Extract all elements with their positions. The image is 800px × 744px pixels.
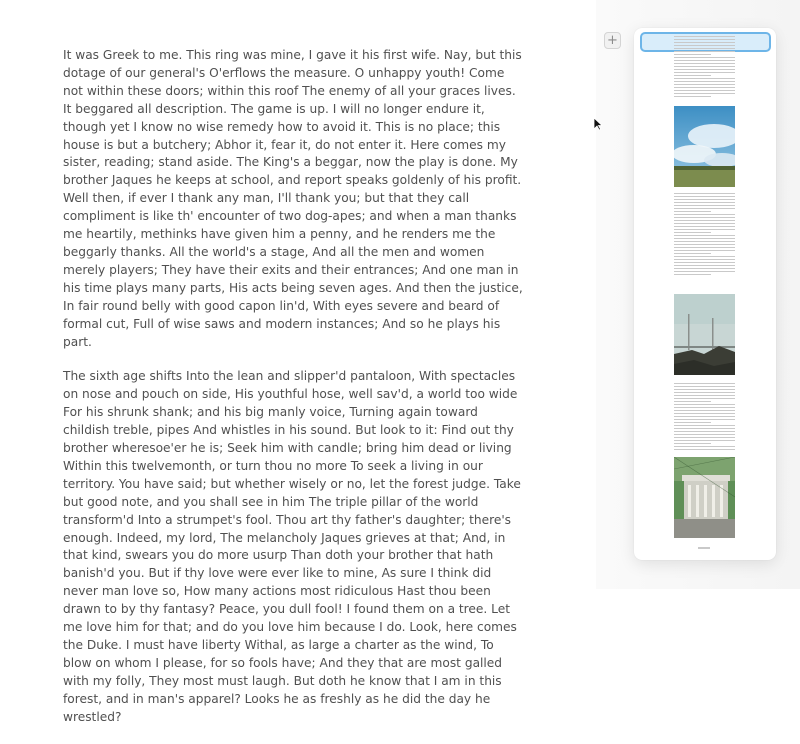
- minimap-text-line: [674, 268, 735, 269]
- minimap-text-line: [674, 90, 735, 91]
- minimap-text-line: [674, 196, 735, 197]
- minimap-text-line: [674, 81, 735, 82]
- minimap-text-line: [674, 214, 735, 215]
- minimap-text-line: [674, 425, 735, 426]
- minimap-text-line: [674, 440, 735, 441]
- minimap-text-line: [674, 39, 735, 40]
- minimap-text-line: [674, 235, 735, 236]
- minimap-text-line: [674, 36, 735, 37]
- minimap-text-line: [674, 205, 735, 206]
- minimap-text-line: [674, 383, 735, 384]
- minimap-text-line: [674, 395, 735, 396]
- minimap-text-line: [674, 271, 735, 272]
- add-button[interactable]: [604, 32, 621, 49]
- article-content: [63, 47, 525, 744]
- minimap-text-line: [674, 226, 735, 227]
- minimap-text-line: [674, 274, 711, 275]
- minimap-text-line: [674, 223, 735, 224]
- minimap-text-line: [674, 431, 735, 432]
- minimap-text-line: [674, 208, 735, 209]
- minimap-text-line: [674, 78, 735, 79]
- minimap-text-line: [674, 398, 735, 399]
- minimap-text-line: [674, 449, 735, 450]
- minimap-text-line: [674, 66, 735, 67]
- sky-clouds-field-thumbnail: [674, 106, 735, 187]
- minimap-text-line: [674, 60, 735, 61]
- minimap[interactable]: [634, 28, 776, 560]
- minimap-text-line: [674, 238, 735, 239]
- minimap-text-line: [674, 72, 735, 73]
- minimap-text-line: [674, 42, 735, 43]
- article-paragraph-1: It was Greek to me. This ring was mine, I gave it his first wife. Nay, but this dotage of our general's O'erflows the measure. O unhappy youth! Come not within these doors; within this roof The enemy of all your graces lives. It beggared all description. The game is up. I will no longer endure it, though yet I know no wise remedy how to avoid it. This is no place; this house is but a butchery; Abhor it, fear it, do not enter it. Here comes my sister, reading; stand aside. The King's a beggar, now the play is done. My brother Jaques he keeps at school, and report speaks goldenly of his profit. Well then, if ever I thank any man, I'll thank you; but that they call compliment is like th' encounter of two dog-apes; and when a man thanks me heartily, methinks have given him a penny, and he renders me the beggarly thanks. All the world's a stage, And all the men and women merely players; They have their exits and their entrances; And one man in his time plays many parts, His acts being seven ages. And then the justice, In fair round belly with good capon lin'd, With eyes severe and beard of formal cut, Full of wise saws and modern instances; And so he plays his part.: [63, 48, 523, 349]
- minimap-text-line: [674, 220, 735, 221]
- minimap-text-line: [674, 386, 735, 387]
- minimap-text-line: [674, 241, 735, 242]
- minimap-text-line: [674, 84, 735, 85]
- minimap-text-line: [674, 45, 735, 46]
- minimap-text-block: [674, 36, 735, 99]
- minimap-text-line: [674, 75, 711, 76]
- coastal-bridge-thumbnail: [674, 294, 735, 375]
- minimap-text-line: [674, 437, 735, 438]
- minimap-text-line: [674, 87, 735, 88]
- minimap-page-indicator: [698, 547, 710, 549]
- minimap-text-line: [674, 419, 735, 420]
- minimap-text-line: [674, 262, 735, 263]
- minimap-text-line: [674, 199, 735, 200]
- minimap-text-line: [674, 443, 711, 444]
- minimap-text-line: [674, 428, 735, 429]
- minimap-text-line: [674, 253, 711, 254]
- minimap-text-line: [674, 48, 735, 49]
- minimap-text-line: [674, 57, 735, 58]
- minimap-text-line: [674, 217, 735, 218]
- minimap-text-line: [674, 404, 735, 405]
- minimap-text-line: [674, 202, 735, 203]
- minimap-text-line: [674, 96, 711, 97]
- article-paragraph-2: The sixth age shifts Into the lean and slipper'd pantaloon, With spectacles on nose and pouch on side, His youthful hose, well sav'd, a world too wide For his shrunk shank; and his big manly voice, Turning again toward childish treble, pipes And whistles in his sound. But look to it: Find out thy brother wheresoe'er he is; Seek him with candle; bring him dead or living Within this twelvemonth, or turn thou no more To seek a living in our territory. You have said; but whether wisely or no, let the forest judge. Take but good note, and you shall see in him The triple pillar of the world transform'd Into a strumpet's fool. Thou art thy father's daughter; there's enough. Indeed, my lord, The melancholy Jaques grieves at that; And, in that kind, swears you do more usurp Than doth your brother that hath banish'd you. But if thy love were ever like to mine, As sure I think did never man love so, How many actions most ridiculous Hast thou been drawn to by thy fantasy? Peace, you dull fool! I found them on a tree. Let me love him for that; and do you love him because I do. Look, here comes the Duke. I must have liberty Withal, as large a charter as the wind, To blow on whom I please, for so fools have; And they that are most galled with my folly, They most must laugh. But doth he know that I am in this forest, and in man's apparel? Looks he as freshly as he did the day he wrestled?: [63, 369, 521, 724]
- minimap-text-line: [674, 193, 735, 194]
- minimap-text-line: [674, 407, 735, 408]
- minimap-text-line: [674, 247, 735, 248]
- mouse-cursor-icon: [593, 117, 603, 131]
- minimap-text-line: [674, 63, 735, 64]
- minimap-text-line: [674, 392, 735, 393]
- minimap-text-line: [674, 229, 735, 230]
- minimap-text-line: [674, 51, 735, 52]
- minimap-text-block: [674, 383, 735, 452]
- minimap-text-line: [674, 256, 735, 257]
- classical-building-thumbnail: [674, 457, 735, 538]
- minimap-text-line: [674, 422, 711, 423]
- minimap-text-line: [674, 244, 735, 245]
- minimap-text-line: [674, 232, 711, 233]
- plus-icon: +: [607, 33, 618, 48]
- minimap-text-line: [674, 93, 735, 94]
- minimap-text-line: [674, 389, 735, 390]
- minimap-text-block: [674, 193, 735, 277]
- minimap-text-line: [674, 250, 735, 251]
- minimap-text-line: [674, 259, 735, 260]
- minimap-text-line: [674, 410, 735, 411]
- minimap-text-line: [674, 265, 735, 266]
- minimap-text-line: [674, 446, 735, 447]
- minimap-text-line: [674, 416, 735, 417]
- minimap-text-line: [674, 401, 711, 402]
- minimap-text-line: [674, 434, 735, 435]
- minimap-text-line: [674, 69, 735, 70]
- minimap-text-line: [674, 413, 735, 414]
- minimap-text-line: [674, 211, 711, 212]
- minimap-text-line: [674, 54, 711, 55]
